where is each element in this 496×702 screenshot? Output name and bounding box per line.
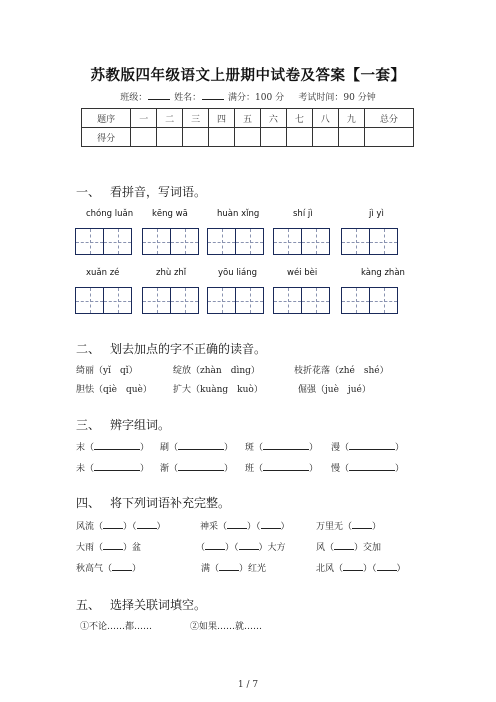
idiom-text: 神采（ — [200, 522, 228, 532]
close-paren: ） — [224, 443, 234, 453]
writing-grid[interactable] — [75, 228, 132, 255]
char-prompt: 慢（ — [331, 464, 350, 474]
section-1-heading — [76, 183, 206, 200]
section-5-heading — [76, 596, 206, 613]
score-header-cell: 二 — [157, 109, 183, 128]
idiom-text: ）（ — [363, 564, 377, 574]
section-title: 划去加点的字不正确的读音。 — [110, 342, 267, 356]
pinyin: yōu liáng — [218, 268, 258, 278]
score-cell[interactable] — [209, 128, 235, 147]
close-paren: ） — [309, 443, 319, 453]
idiom-text: 秋高气（ — [76, 564, 113, 574]
answer-blank[interactable] — [261, 519, 281, 529]
idiom-text: 满（ — [201, 564, 220, 574]
writing-grid[interactable] — [273, 228, 330, 255]
answer-blank[interactable] — [343, 561, 363, 571]
pinyin: kēng wā — [152, 209, 188, 219]
writing-grid[interactable] — [207, 228, 264, 255]
pinyin: chóng luǎn — [86, 209, 134, 219]
idiom-text: ）（ — [247, 522, 261, 532]
word-item — [245, 461, 318, 474]
idiom-text: ）（ — [123, 522, 137, 532]
name-blank[interactable] — [202, 91, 224, 100]
char-prompt: 未（ — [76, 464, 95, 474]
answer-blank[interactable] — [239, 540, 259, 550]
reading-item[interactable]: 绮丽（yǐ qǐ） — [76, 366, 138, 376]
word-item — [76, 461, 149, 474]
score-table-score-row — [82, 128, 414, 147]
conjunction-option: ②如果……就…… — [190, 622, 263, 632]
close-paren: ） — [140, 464, 150, 474]
close-paren: ） — [309, 464, 319, 474]
reading-item[interactable]: 胆怯（qiè què） — [76, 385, 152, 395]
score-cell[interactable] — [260, 128, 286, 147]
idiom-text: 风流（ — [76, 522, 104, 532]
section-title: 辨字组词。 — [110, 418, 171, 432]
word-item — [331, 440, 404, 453]
section-number: 二、 — [76, 342, 101, 356]
idiom-item — [316, 519, 381, 532]
score-cell[interactable] — [312, 128, 338, 147]
close-paren: ） — [395, 464, 405, 474]
writing-grid[interactable] — [273, 287, 330, 314]
answer-blank[interactable] — [103, 519, 123, 529]
idiom-item — [316, 540, 381, 553]
idiom-text: ）（ — [225, 543, 239, 553]
close-paren: ） — [140, 443, 150, 453]
section-number: 一、 — [76, 185, 101, 199]
word-item — [160, 461, 233, 474]
answer-blank[interactable] — [352, 519, 372, 529]
answer-blank[interactable] — [94, 440, 140, 450]
answer-blank[interactable] — [178, 440, 224, 450]
writing-grid[interactable] — [142, 228, 199, 255]
char-prompt: 渐（ — [160, 464, 179, 474]
pinyin: xuǎn zé — [86, 268, 120, 278]
score-table — [81, 108, 414, 147]
answer-blank[interactable] — [349, 440, 395, 450]
idiom-text: ）交加 — [354, 543, 382, 553]
score-cell[interactable] — [131, 128, 157, 147]
section-number: 四、 — [76, 496, 101, 510]
exam-info — [0, 90, 496, 103]
score-header-cell: 总分 — [364, 109, 413, 128]
idiom-text: ） — [396, 564, 406, 574]
section-number: 三、 — [76, 418, 101, 432]
score-header-cell: 题序 — [82, 109, 131, 128]
score-cell[interactable] — [364, 128, 413, 147]
pinyin: kàng zhàn — [361, 268, 405, 278]
class-blank[interactable] — [148, 91, 170, 100]
close-paren: ） — [224, 464, 234, 474]
pinyin: huàn xǐng — [217, 209, 260, 219]
writing-grid[interactable] — [75, 287, 132, 314]
idiom-item — [200, 519, 290, 532]
section-title: 看拼音，写词语。 — [110, 185, 207, 199]
name-label: 姓名： — [174, 93, 202, 103]
word-item — [160, 440, 233, 453]
char-prompt: 漫（ — [331, 443, 350, 453]
idiom-text: ）大方 — [258, 543, 286, 553]
score-header-cell: 六 — [260, 109, 286, 128]
score-header-cell: 三 — [183, 109, 209, 128]
score-header-cell: 四 — [209, 109, 235, 128]
score-cell[interactable] — [338, 128, 364, 147]
score-cell[interactable] — [286, 128, 312, 147]
pinyin: jì yì — [369, 209, 384, 219]
section-3-heading — [76, 416, 170, 433]
section-title: 选择关联词填空。 — [110, 598, 207, 612]
idiom-text: ）红光 — [239, 564, 267, 574]
reading-item[interactable]: 倔强（juè jué） — [298, 385, 371, 395]
idiom-item — [76, 519, 166, 532]
score-cell[interactable] — [157, 128, 183, 147]
char-prompt: 刷（ — [160, 443, 179, 453]
answer-blank[interactable] — [219, 561, 239, 571]
section-2-heading — [76, 340, 266, 357]
idiom-text: 风（ — [316, 543, 335, 553]
idiom-text: 大雨（ — [76, 543, 104, 553]
page-number: 1 / 7 — [237, 680, 259, 690]
reading-item[interactable]: 扩大（kuàng kuò） — [173, 385, 263, 395]
word-item — [331, 461, 404, 474]
score-cell[interactable] — [183, 128, 209, 147]
close-paren: ） — [395, 443, 405, 453]
idiom-text: ） — [132, 564, 142, 574]
section-title: 将下列词语补充完整。 — [110, 496, 231, 510]
idiom-text: 北风（ — [316, 564, 344, 574]
answer-blank[interactable] — [377, 561, 397, 571]
idiom-item — [76, 540, 141, 553]
conjunction-option: ①不论……都…… — [80, 622, 153, 632]
answer-blank[interactable] — [94, 461, 140, 471]
answer-blank[interactable] — [178, 461, 224, 471]
answer-blank[interactable] — [349, 461, 395, 471]
idiom-text: ） — [156, 522, 166, 532]
answer-blank[interactable] — [205, 540, 225, 550]
pinyin: zhù zhǐ — [156, 268, 187, 278]
writing-grid[interactable] — [341, 287, 398, 314]
idiom-item — [316, 561, 406, 574]
idiom-item — [201, 561, 266, 574]
pinyin: wéi bèi — [287, 268, 318, 278]
word-item — [76, 440, 149, 453]
score-header-cell: 七 — [286, 109, 312, 128]
score-table-header-row — [82, 109, 414, 128]
pinyin: shí jì — [293, 209, 313, 219]
idiom-text: ）盆 — [123, 543, 142, 553]
char-prompt: 斑（ — [245, 443, 264, 453]
idiom-text: ） — [280, 522, 290, 532]
idiom-item — [76, 561, 141, 574]
score-row-label: 得分 — [82, 128, 131, 147]
word-item — [245, 440, 318, 453]
idiom-text: ） — [372, 522, 382, 532]
section-number: 五、 — [76, 598, 101, 612]
idiom-text: （ — [196, 543, 206, 553]
score-header-cell: 一 — [131, 109, 157, 128]
answer-blank[interactable] — [263, 461, 309, 471]
char-prompt: 末（ — [76, 443, 95, 453]
writing-grid[interactable] — [207, 287, 264, 314]
reading-item[interactable]: 绽放（zhàn dìng） — [173, 366, 260, 376]
score-header-cell: 九 — [338, 109, 364, 128]
time-label: 考试时间：90 分钟 — [298, 93, 376, 103]
answer-blank[interactable] — [112, 561, 132, 571]
answer-blank[interactable] — [137, 519, 157, 529]
score-header-cell: 五 — [235, 109, 261, 128]
char-prompt: 班（ — [245, 464, 264, 474]
idiom-text: 万里无（ — [316, 522, 353, 532]
answer-blank[interactable] — [227, 519, 247, 529]
reading-item[interactable]: 枝折花落（zhé shé） — [294, 366, 389, 376]
writing-grid[interactable] — [341, 228, 398, 255]
page-title: 苏教版四年级语文上册期中试卷及答案【一套】 — [90, 67, 406, 84]
class-label: 班级： — [120, 93, 148, 103]
score-cell[interactable] — [235, 128, 261, 147]
section-4-heading — [76, 494, 230, 511]
score-label: 满分：100 分 — [228, 93, 285, 103]
writing-grid[interactable] — [142, 287, 199, 314]
answer-blank[interactable] — [263, 440, 309, 450]
score-header-cell: 八 — [312, 109, 338, 128]
idiom-item — [196, 540, 286, 553]
answer-blank[interactable] — [334, 540, 354, 550]
answer-blank[interactable] — [103, 540, 123, 550]
